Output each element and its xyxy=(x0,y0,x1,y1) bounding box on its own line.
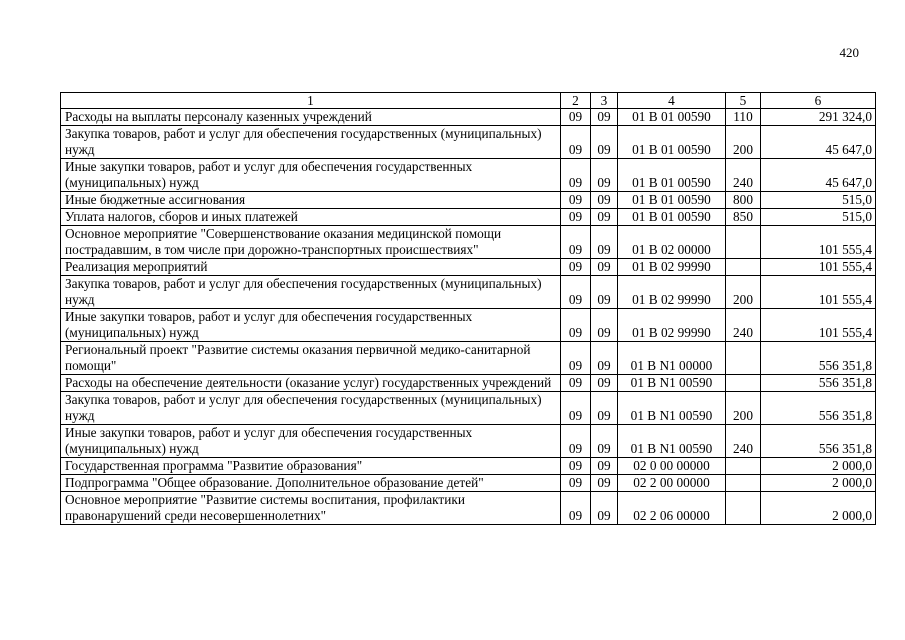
row-subsection-cell: 09 xyxy=(591,159,618,192)
row-amount-cell: 556 351,8 xyxy=(761,425,876,458)
row-subsection-cell: 09 xyxy=(591,226,618,259)
row-section-cell: 09 xyxy=(561,259,591,276)
row-amount-cell: 2 000,0 xyxy=(761,492,876,525)
row-amount-cell: 291 324,0 xyxy=(761,109,876,126)
row-expense-type-cell xyxy=(726,226,761,259)
row-target-code-cell: 01 В 02 99990 xyxy=(618,276,726,309)
row-name-cell: Государственная программа "Развитие образования" xyxy=(61,458,561,475)
row-amount-cell: 2 000,0 xyxy=(761,458,876,475)
row-name-cell: Иные закупки товаров, работ и услуг для обеспечения государственных (муниципальных) нужд xyxy=(61,425,561,458)
row-expense-type-cell xyxy=(726,492,761,525)
table-row xyxy=(61,492,876,525)
row-amount-cell: 45 647,0 xyxy=(761,126,876,159)
row-target-code-cell: 01 В 02 99990 xyxy=(618,309,726,342)
row-expense-type-cell: 240 xyxy=(726,309,761,342)
column-header: 6 xyxy=(761,93,876,109)
row-name-cell: Иные бюджетные ассигнования xyxy=(61,192,561,209)
row-section-cell: 09 xyxy=(561,159,591,192)
row-name-cell: Закупка товаров, работ и услуг для обеспечения государственных (муниципальных) нужд xyxy=(61,392,561,425)
row-target-code-cell: 01 В 01 00590 xyxy=(618,209,726,226)
row-name-cell: Региональный проект "Развитие системы оказания первичной медико-санитарной помощи" xyxy=(61,342,561,375)
row-target-code-cell: 01 В 02 99990 xyxy=(618,259,726,276)
row-subsection-cell: 09 xyxy=(591,392,618,425)
table-row xyxy=(61,192,876,209)
row-name-cell: Уплата налогов, сборов и иных платежей xyxy=(61,209,561,226)
row-target-code-cell: 01 В 01 00590 xyxy=(618,159,726,192)
row-name-cell: Расходы на обеспечение деятельности (оказание услуг) государственных учреждений xyxy=(61,375,561,392)
row-amount-cell: 556 351,8 xyxy=(761,342,876,375)
row-expense-type-cell xyxy=(726,458,761,475)
table-row xyxy=(61,226,876,259)
column-header: 2 xyxy=(561,93,591,109)
row-expense-type-cell: 110 xyxy=(726,109,761,126)
row-amount-cell: 556 351,8 xyxy=(761,375,876,392)
row-target-code-cell: 02 2 06 00000 xyxy=(618,492,726,525)
row-name-cell: Реализация мероприятий xyxy=(61,259,561,276)
table-row xyxy=(61,109,876,126)
row-name-cell: Иные закупки товаров, работ и услуг для обеспечения государственных (муниципальных) нужд xyxy=(61,309,561,342)
row-expense-type-cell: 200 xyxy=(726,126,761,159)
row-subsection-cell: 09 xyxy=(591,209,618,226)
row-target-code-cell: 01 В N1 00000 xyxy=(618,342,726,375)
table-header-row xyxy=(61,93,876,109)
row-subsection-cell: 09 xyxy=(591,109,618,126)
row-subsection-cell: 09 xyxy=(591,126,618,159)
row-name-cell: Подпрограмма "Общее образование. Дополнительное образование детей" xyxy=(61,475,561,492)
row-subsection-cell: 09 xyxy=(591,475,618,492)
row-amount-cell: 515,0 xyxy=(761,192,876,209)
row-section-cell: 09 xyxy=(561,425,591,458)
row-section-cell: 09 xyxy=(561,192,591,209)
row-target-code-cell: 01 В N1 00590 xyxy=(618,425,726,458)
table-row xyxy=(61,458,876,475)
row-target-code-cell: 01 В 01 00590 xyxy=(618,192,726,209)
column-header: 3 xyxy=(591,93,618,109)
row-expense-type-cell xyxy=(726,475,761,492)
column-header: 4 xyxy=(618,93,726,109)
row-expense-type-cell: 240 xyxy=(726,159,761,192)
row-subsection-cell: 09 xyxy=(591,276,618,309)
row-target-code-cell: 02 2 00 00000 xyxy=(618,475,726,492)
row-section-cell: 09 xyxy=(561,458,591,475)
row-amount-cell: 556 351,8 xyxy=(761,392,876,425)
row-subsection-cell: 09 xyxy=(591,375,618,392)
table-row xyxy=(61,259,876,276)
row-section-cell: 09 xyxy=(561,342,591,375)
row-target-code-cell: 01 В 01 00590 xyxy=(618,126,726,159)
row-target-code-cell: 01 В 01 00590 xyxy=(618,109,726,126)
row-name-cell: Иные закупки товаров, работ и услуг для обеспечения государственных (муниципальных) нужд xyxy=(61,159,561,192)
table-body xyxy=(61,109,876,525)
row-section-cell: 09 xyxy=(561,276,591,309)
row-name-cell: Основное мероприятие "Развитие системы воспитания, профилактики правонарушений среди несовершеннолетних" xyxy=(61,492,561,525)
table-row xyxy=(61,159,876,192)
row-amount-cell: 45 647,0 xyxy=(761,159,876,192)
row-expense-type-cell: 850 xyxy=(726,209,761,226)
row-target-code-cell: 01 В 02 00000 xyxy=(618,226,726,259)
row-name-cell: Расходы на выплаты персоналу казенных учреждений xyxy=(61,109,561,126)
row-section-cell: 09 xyxy=(561,392,591,425)
row-subsection-cell: 09 xyxy=(591,425,618,458)
row-amount-cell: 101 555,4 xyxy=(761,309,876,342)
row-section-cell: 09 xyxy=(561,375,591,392)
table-row xyxy=(61,209,876,226)
row-target-code-cell: 01 В N1 00590 xyxy=(618,375,726,392)
row-expense-type-cell: 200 xyxy=(726,392,761,425)
row-name-cell: Основное мероприятие "Совершенствование оказания медицинской помощи пострадавшим, в том числе при дорожно-транспортных происшествиях" xyxy=(61,226,561,259)
row-section-cell: 09 xyxy=(561,209,591,226)
row-amount-cell: 2 000,0 xyxy=(761,475,876,492)
row-target-code-cell: 01 В N1 00590 xyxy=(618,392,726,425)
page-number: 420 xyxy=(839,45,859,60)
row-subsection-cell: 09 xyxy=(591,342,618,375)
row-amount-cell: 101 555,4 xyxy=(761,259,876,276)
budget-table xyxy=(60,92,876,525)
row-expense-type-cell xyxy=(726,342,761,375)
table-row xyxy=(61,126,876,159)
row-subsection-cell: 09 xyxy=(591,492,618,525)
table-row xyxy=(61,475,876,492)
row-section-cell: 09 xyxy=(561,226,591,259)
row-expense-type-cell xyxy=(726,375,761,392)
table-row xyxy=(61,425,876,458)
row-name-cell: Закупка товаров, работ и услуг для обеспечения государственных (муниципальных) нужд xyxy=(61,276,561,309)
row-name-cell: Закупка товаров, работ и услуг для обеспечения государственных (муниципальных) нужд xyxy=(61,126,561,159)
row-subsection-cell: 09 xyxy=(591,309,618,342)
row-amount-cell: 515,0 xyxy=(761,209,876,226)
row-subsection-cell: 09 xyxy=(591,192,618,209)
table-row xyxy=(61,276,876,309)
column-header: 1 xyxy=(61,93,561,109)
row-target-code-cell: 02 0 00 00000 xyxy=(618,458,726,475)
row-amount-cell: 101 555,4 xyxy=(761,226,876,259)
table-row xyxy=(61,309,876,342)
table-row xyxy=(61,375,876,392)
row-section-cell: 09 xyxy=(561,109,591,126)
row-amount-cell: 101 555,4 xyxy=(761,276,876,309)
row-expense-type-cell: 200 xyxy=(726,276,761,309)
row-section-cell: 09 xyxy=(561,492,591,525)
row-subsection-cell: 09 xyxy=(591,259,618,276)
row-section-cell: 09 xyxy=(561,126,591,159)
table-row xyxy=(61,342,876,375)
row-section-cell: 09 xyxy=(561,309,591,342)
row-expense-type-cell xyxy=(726,259,761,276)
row-expense-type-cell: 800 xyxy=(726,192,761,209)
column-header: 5 xyxy=(726,93,761,109)
row-subsection-cell: 09 xyxy=(591,458,618,475)
row-expense-type-cell: 240 xyxy=(726,425,761,458)
table-row xyxy=(61,392,876,425)
row-section-cell: 09 xyxy=(561,475,591,492)
